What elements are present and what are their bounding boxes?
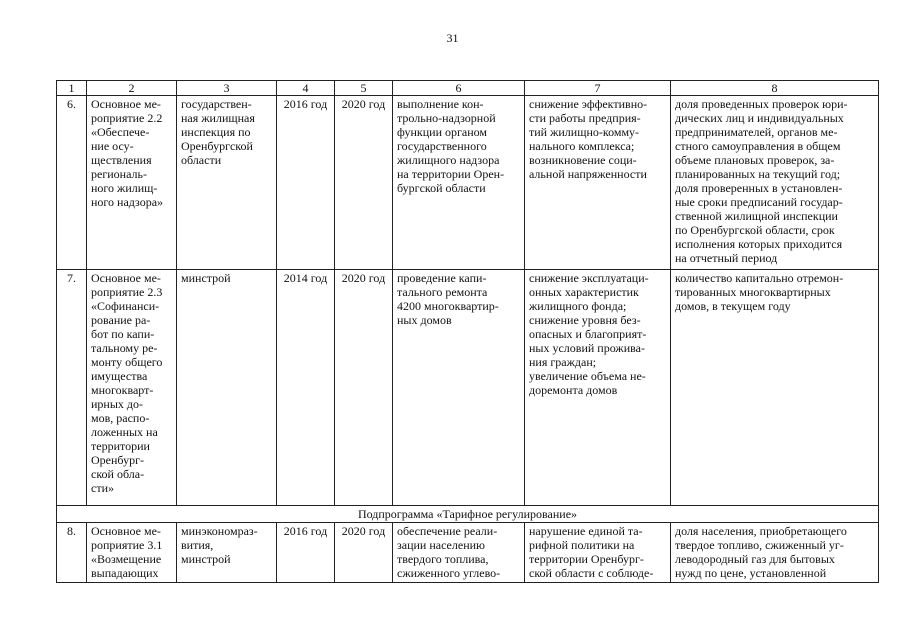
event-name: Основное ме- роприятие 3.1 «Возмещение выпадающих (87, 523, 177, 583)
row-number: 8. (57, 523, 87, 583)
table-row (57, 523, 879, 583)
table-row (57, 96, 879, 270)
start-year: 2016 год (277, 523, 335, 583)
start-year: 2016 год (277, 96, 335, 270)
page-number: 31 (446, 31, 459, 45)
column-header: 4 (277, 81, 335, 96)
event-name: Основное ме- роприятие 2.2 «Обеспече- ние осу- ществления региональ- ного жилищ- ного надзора» (87, 96, 177, 270)
executor: минстрой (177, 270, 277, 506)
indicator: доля проведенных проверок юри- дических лиц и индивидуальных предпринимателей, органов ме- стного самоуправления в общем объеме плановых проверок, за- планированных на текущий год; доля проверенных в установлен- ные сроки предписаний государ- ственной жилищной инспекции по Оренбургской области, срок исполнения которых приходится на отчетный период (671, 96, 879, 270)
table-row (57, 270, 879, 506)
indicator: доля населения, приобретающего твердое топливо, сжиженный уг- леводородный газ для бытовых нужд по цене, установленной (671, 523, 879, 583)
consequences: нарушение единой та- рифной политики на территории Оренбург- ской области с соблюде- (525, 523, 671, 583)
row-number: 7. (57, 270, 87, 506)
column-header: 3 (177, 81, 277, 96)
executor: минэкономраз- вития, минстрой (177, 523, 277, 583)
start-year: 2014 год (277, 270, 335, 506)
column-header: 1 (57, 81, 87, 96)
expected-result: выполнение кон- трольно-надзорной функции органом государственного жилищного надзора на территории Орен- бургской области (393, 96, 525, 270)
subprogram-title: Подпрограмма «Тарифное регулирование» (57, 506, 879, 523)
indicator: количество капитально отремон- тированных многоквартирных домов, в текущем году (671, 270, 879, 506)
measures-table (56, 80, 879, 583)
expected-result: обеспечение реали- зации населению твердого топлива, сжиженного углево- (393, 523, 525, 583)
row-number: 6. (57, 96, 87, 270)
column-header: 2 (87, 81, 177, 96)
expected-result: проведение капи- тального ремонта 4200 многоквартир- ных домов (393, 270, 525, 506)
column-header: 6 (393, 81, 525, 96)
column-header: 7 (525, 81, 671, 96)
column-header: 8 (671, 81, 879, 96)
end-year: 2020 год (335, 270, 393, 506)
executor: государствен- ная жилищная инспекция по Оренбургской области (177, 96, 277, 270)
subprogram-row (57, 506, 879, 523)
event-name: Основное ме- роприятие 2.3 «Софинанси- рование ра- бот по капи- тальному ре- монту общего имущества многокварт- ирных до- мов, распо- ложенных на территории Оренбург- ской обла- сти» (87, 270, 177, 506)
end-year: 2020 год (335, 96, 393, 270)
column-number-row (57, 81, 879, 96)
consequences: снижение эксплуатаци- онных характеристик жилищного фонда; снижение уровня без- опасных и благоприят- ных условий прожива- ния граждан; увеличение объема не- доремонта домов (525, 270, 671, 506)
column-header: 5 (335, 81, 393, 96)
end-year: 2020 год (335, 523, 393, 583)
consequences: снижение эффективно- сти работы предприя- тий жилищно-комму- нального комплекса; возникновение соци- альной напряженности (525, 96, 671, 270)
